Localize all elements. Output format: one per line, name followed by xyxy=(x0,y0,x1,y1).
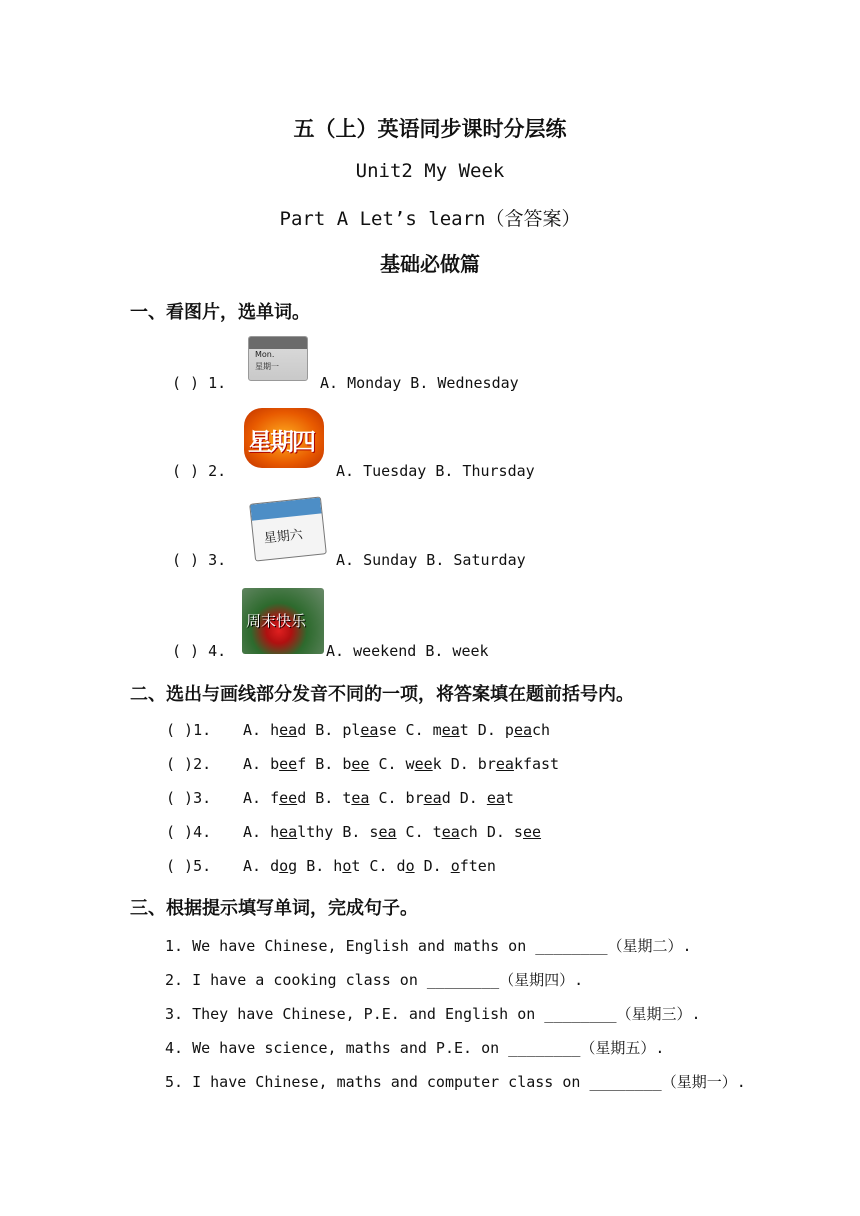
underlined-letters: ea xyxy=(351,789,370,807)
saturday-calendar-picture xyxy=(249,496,327,561)
option-text: f B. b xyxy=(297,755,352,773)
q4-options: A. weekend B. week xyxy=(326,642,489,660)
underlined-letters: ea xyxy=(378,823,397,841)
worksheet-title: 五（上）英语同步课时分层练 xyxy=(293,117,567,141)
underlined-letters: ea xyxy=(279,823,298,841)
underlined-letters: ee xyxy=(279,755,298,773)
underlined-letters: ee xyxy=(279,789,298,807)
option-text: kfast xyxy=(513,755,560,773)
monday-picture-label: Mon. xyxy=(255,350,275,359)
pron-q4-options xyxy=(243,823,541,841)
section1-heading: 一、看图片，选单词。 xyxy=(130,302,310,323)
option-text: t D. p xyxy=(459,721,514,739)
section2-heading: 二、选出与画线部分发音不同的一项，将答案填在题前括号内。 xyxy=(130,684,634,705)
option-text: t xyxy=(504,789,514,807)
fill-sentence-2: 2. I have a cooking class on ________（星期四）. xyxy=(165,971,584,989)
underlined-letters: ea xyxy=(513,721,532,739)
option-text: d D. xyxy=(441,789,487,807)
underlined-letters: o xyxy=(450,857,460,875)
underlined-letters: o xyxy=(342,857,352,875)
option-text: A. d xyxy=(243,857,280,875)
underlined-letters: ee xyxy=(522,823,542,841)
option-text: t C. d xyxy=(351,857,406,875)
option-text: d B. t xyxy=(297,789,352,807)
option-text: d B. pl xyxy=(297,721,361,739)
option-text: A. f xyxy=(243,789,280,807)
underlined-letters: ee xyxy=(351,755,370,773)
pron-q2-options xyxy=(243,755,559,773)
underlined-letters: ea xyxy=(486,789,505,807)
pron-q5-number: ( )5. xyxy=(166,857,212,875)
option-text: A. h xyxy=(243,823,280,841)
underlined-letters: ea xyxy=(360,721,379,739)
underlined-letters: ea xyxy=(495,755,514,773)
pron-q3-options xyxy=(243,789,514,807)
underlined-letters: ea xyxy=(423,789,442,807)
fill-sentence-5: 5. I have Chinese, maths and computer class on ________（星期一）. xyxy=(165,1073,746,1091)
q4-number: ( ) 4. xyxy=(172,642,227,660)
q2-options: A. Tuesday B. Thursday xyxy=(336,462,535,480)
option-text: g B. h xyxy=(288,857,343,875)
fill-sentence-1: 1. We have Chinese, English and maths on ________（星期二）. xyxy=(165,937,692,955)
option-text: D. xyxy=(414,857,451,875)
underlined-letters: o xyxy=(279,857,289,875)
option-text: C. w xyxy=(369,755,415,773)
option-text: ch D. s xyxy=(459,823,523,841)
underlined-letters: ea xyxy=(441,721,460,739)
monday-picture-cn: 星期一 xyxy=(255,362,279,371)
option-text: C. br xyxy=(369,789,424,807)
pron-q3-number: ( )3. xyxy=(166,789,212,807)
weekend-flower-picture xyxy=(242,588,324,654)
q3-number: ( ) 3. xyxy=(172,551,227,569)
pron-q2-number: ( )2. xyxy=(166,755,212,773)
pron-q5-options xyxy=(243,857,496,875)
saturday-picture-label: 星期六 xyxy=(263,527,304,547)
level-title: 基础必做篇 xyxy=(380,252,480,276)
underlined-letters: ea xyxy=(279,721,298,739)
q2-number: ( ) 2. xyxy=(172,462,227,480)
underlined-letters: ee xyxy=(414,755,433,773)
section3-heading: 三、根据提示填写单词，完成句子。 xyxy=(130,898,418,919)
underlined-letters: ea xyxy=(441,823,460,841)
q1-number: ( ) 1. xyxy=(172,374,227,392)
unit-title: Unit2 My Week xyxy=(355,160,505,182)
thursday-picture xyxy=(244,408,324,468)
fill-sentence-4: 4. We have science, maths and P.E. on ________（星期五）. xyxy=(165,1039,665,1057)
thursday-picture-label: 星期四 xyxy=(248,428,314,456)
option-text: A. h xyxy=(243,721,280,739)
option-text: C. t xyxy=(396,823,442,841)
option-text: lthy B. s xyxy=(297,823,379,841)
option-text: se C. m xyxy=(378,721,442,739)
weekend-picture-label: 周末快乐 xyxy=(246,612,307,630)
pron-q4-number: ( )4. xyxy=(166,823,212,841)
pron-q1-number: ( )1. xyxy=(166,721,212,739)
option-text: ch xyxy=(532,721,551,739)
q1-options: A. Monday B. Wednesday xyxy=(320,374,519,392)
option-text: k D. br xyxy=(432,755,496,773)
fill-sentence-3: 3. They have Chinese, P.E. and English on ________（星期三）. xyxy=(165,1005,701,1023)
monday-picture xyxy=(248,336,308,381)
part-title: Part A Let’s learn（含答案） xyxy=(279,208,581,230)
option-text: A. b xyxy=(243,755,280,773)
q3-options: A. Sunday B. Saturday xyxy=(336,551,526,569)
option-text: ften xyxy=(459,857,496,875)
pron-q1-options xyxy=(243,721,550,739)
underlined-letters: o xyxy=(405,857,415,875)
